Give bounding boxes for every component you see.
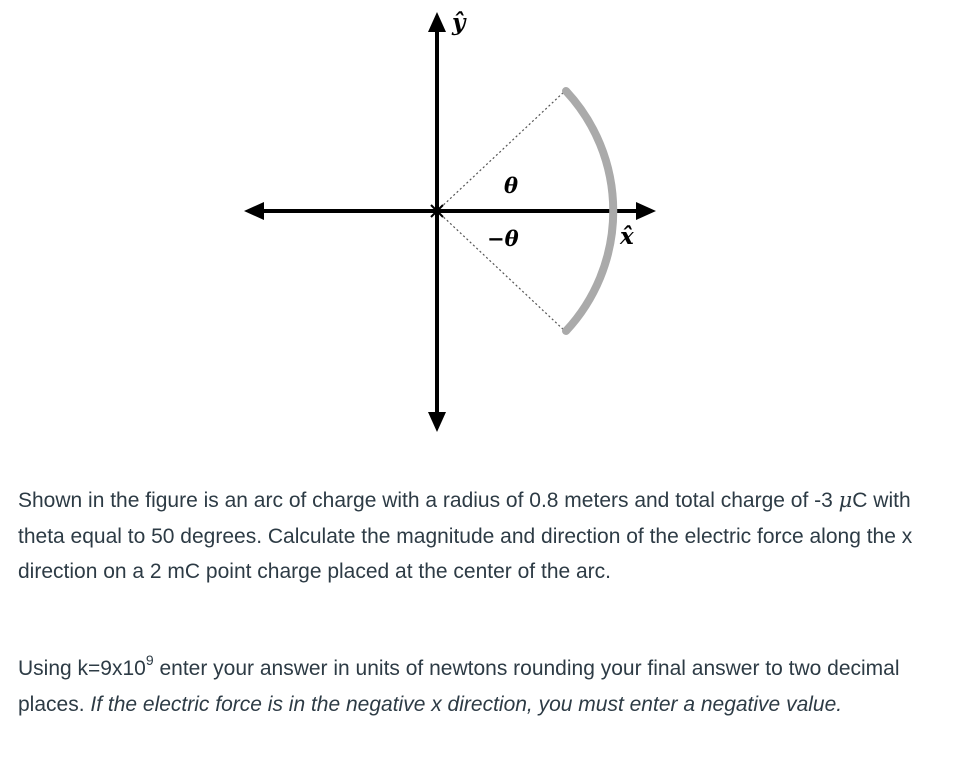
negative-value-note: If the electric force is in the negative x direction, you must enter a negative value. [90, 692, 843, 716]
exponent: 9 [145, 652, 154, 668]
y-axis [428, 12, 446, 432]
negative-theta-label: −θ [487, 226, 519, 251]
micro-symbol: μ [838, 488, 853, 512]
y-axis-label: ŷ [452, 9, 466, 36]
x-axis-label: x̂ [620, 223, 634, 250]
instructions-paragraph [18, 651, 938, 722]
problem-text-part-2: C with theta equal to 50 degrees. Calculate the magnitude and direction of the electric force along the x direction on a 2 mC point charge placed at the center of the arc. [18, 489, 913, 583]
y-axis-bottom-arrowhead [428, 412, 446, 432]
instructions-text-part-2: enter your answer in units of newtons rounding your final answer to two decimal places. [18, 657, 900, 716]
theta-label: θ [504, 173, 519, 198]
problem-statement-paragraph [18, 483, 938, 590]
upper-radius-dotted-line [437, 90, 566, 211]
x-axis-right-arrowhead [636, 202, 656, 220]
instructions-text-part-1: Using k=9x10 [18, 657, 146, 680]
problem-text-part-1: Shown in the figure is an arc of charge with a radius of 0.8 meters and total charge of -3 [18, 489, 839, 512]
y-axis-top-arrowhead [428, 12, 446, 32]
x-axis-left-arrowhead [244, 202, 264, 220]
x-axis [244, 202, 656, 220]
